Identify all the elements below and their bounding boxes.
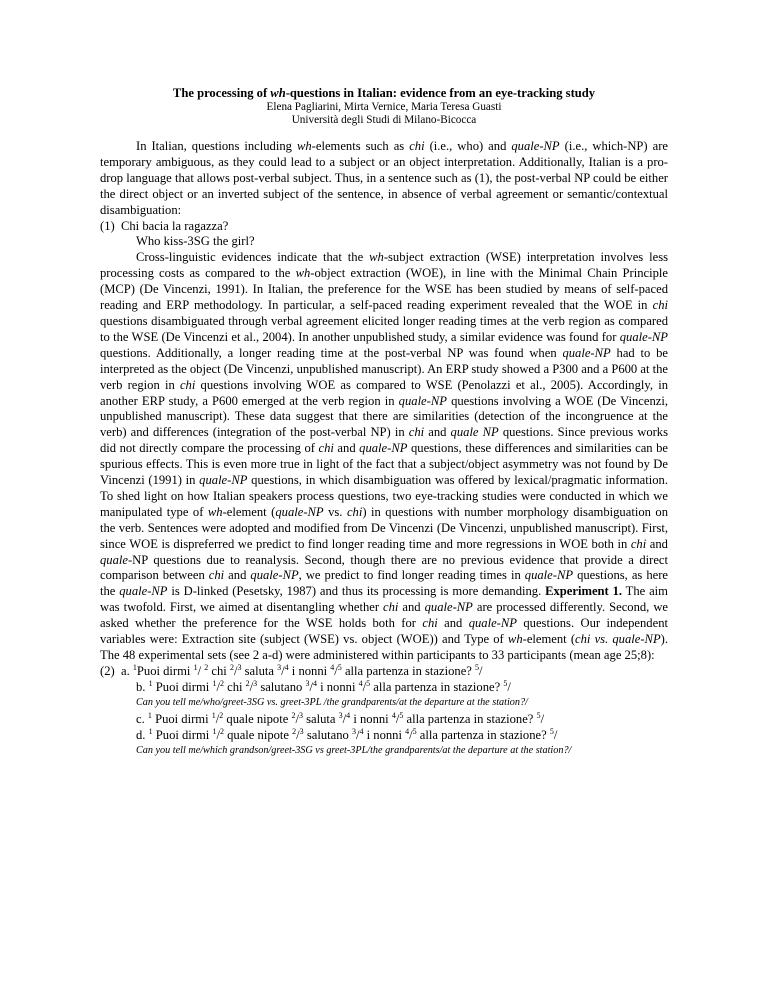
example-1: (1) Chi bacia la ragazza? (100, 218, 229, 233)
example-2-c: c. $^1$ Puoi dirmi $^1$/$^2$ quale nipote $^2$/$^3$ saluta $^3$/$^4$ i nonni $^4$/$^5$ alla partenza in stazione? $^5$/ (136, 710, 545, 726)
example-1-gloss: Who kiss-3SG the girl? (136, 234, 255, 249)
affiliation: Università degli Studi di Milano-Bicocca (291, 114, 477, 126)
paper-title: The processing of wh-questions in Italian: evidence from an eye-tracking study (172, 86, 596, 100)
example-2-b: b. $^1$ Puoi dirmi $^1$/$^2$ chi $^2$/$^3$ salutano $^3$/$^4$ i nonni $^4$/$^5$ alla partenza in stazione? $^5$/ (136, 678, 511, 694)
paragraph-main: Cross-linguistic evidences indicate that the wh-subject extraction (WSE) interpretation involves less processing costs as compared to the wh-object extraction (WOE), in line with the Minimal Chain Principle (MCP) (De Vincenzi, 1991). In Italian, the preference for the WSE has been studied by means of self-paced reading and ERP methodology. In particular, a self-paced reading experiment revealed that the WOE in chi questions disambiguated through verbal agreement elicited longer reading times at the verb region as compared to the WSE (De Vincenzi et al., 2004). In another unpublished study, a similar evidence was found for quale-NP questions. Additionally, a longer reading time at the post-verbal NP was found when quale-NP had to be interpreted as the object (De Vincenzi, unpublished manuscript). An ERP study showed a P300 and a P600 at the verb region in chi questions involving WOE as compared to WSE (Penolazzi et al., 2005). Accordingly, in another ERP study, a P600 emerged at the verb region in quale-NP questions involving a WOE (De Vincenzi, unpublished manuscript). These data suggest that there are similarities (detection of the incongruence at the verb) and differences (integration of the post-verbal NP) in chi and quale NP questions. Since previous works did not directly compare the processing of chi and quale-NP questions, these differences and similarities can be spurious effects. This is even more true in light of the fact that a subject/object asymmetry was not found by De Vincenzi (1991) in quale-NP questions, in which disambiguation was offered by lexical/pragmatic information. To shed light on how Italian speakers process questions, two eye-tracking studies were conducted in which we manipulated type of wh-element (quale-NP vs. chi) in questions with number morphology disambiguation on the verb. Sentences were adopted and modified from De Vincenzi (De Vincenzi, unpublished manuscript). First, since WOE is dispreferred we predict to find longer reading time and more regressions in WOE both in chi and quale-NP questions due to reanalysis. Second, though there are no previous evidence that provide a direct comparison between chi and quale-NP, we predict to find longer reading times in quale-NP questions, as here the quale-NP is D-linked (Pesetsky, 1987) and thus its processing is more demanding. Experiment 1. The aim was twofold. First, we aimed at disentangling whether chi and quale-NP are processed differently. Second, we asked whether the preference for the WSE holds both for chi and quale-NP questions. Our independent variables were: Extraction site (subject (WSE) vs. object (WOE)) and Type of wh-element (chi vs. quale-NP). The 48 experimental sets (see 2 a-d) were administered within participants to 33 participants (mean age 25;8): (100, 250, 669, 662)
paper-body (100, 139, 668, 757)
example-2-d: d. $^1$ Puoi dirmi $^1$/$^2$ quale nipote $^2$/$^3$ salutano $^3$/$^4$ i nonni $^4$/$^5$ alla partenza in stazione? $^5$/ (136, 726, 558, 742)
example-2-cd-gloss: Can you tell me/which grandson/greet-3SG vs greet-3PL/the grandparents/at the departure at the station?/ (136, 744, 572, 756)
example-2-ab-gloss: Can you tell me/who/greet-3SG vs. greet-3PL /the grandparents/at the departure at the station?/ (136, 696, 528, 708)
example-2-a: (2) a. $^1$Puoi dirmi $^1$/ $^2$ chi $^2$/$^3$ saluta $^3$/$^4$ i nonni $^4$/$^5$ alla partenza in stazione? $^5$/ (100, 662, 483, 678)
paragraph-intro: In Italian, questions including wh-elements such as chi (i.e., who) and quale-NP (i.e., which-NP) are temporary ambiguous, as they could lead to a subject or an object interpretation. Additionally, Italian is a pro-drop language that allows post-verbal subject. Thus, in a sentence such as (1), the post-verbal NP could be either the direct object or an inverted subject of the sentence, in absence of verbal agreement or semantic/contextual disambiguation: (100, 139, 668, 217)
authors: Elena Pagliarini, Mirta Vernice, Maria Teresa Guasti (266, 101, 502, 113)
paper-page (100, 86, 668, 760)
